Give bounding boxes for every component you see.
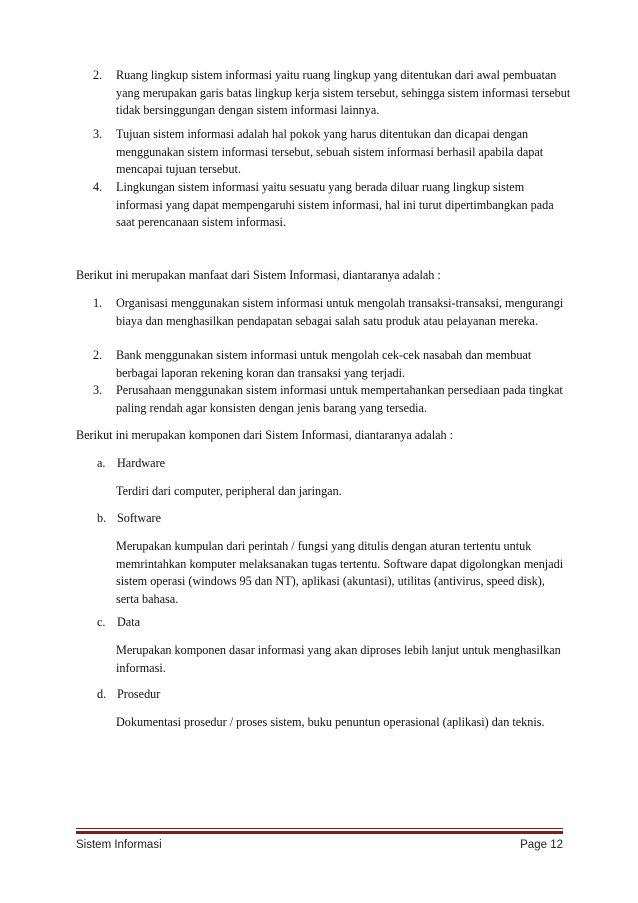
komponen-heading: [97, 455, 165, 473]
footer-page-number: Page 12: [520, 839, 563, 851]
komponen-title: Software: [117, 511, 161, 525]
komponen-intro: Berikut ini merupakan komponen dari Sistem Informasi, diantaranya adalah :: [76, 428, 454, 442]
footer-rule-thick: [76, 831, 563, 834]
komponen-letter: b.: [97, 511, 107, 525]
komponen-heading: [97, 614, 140, 632]
komponen-letter: d.: [97, 687, 107, 701]
list-number: 2.: [93, 348, 103, 362]
list-text: Ruang lingkup sistem informasi yaitu ruang lingkup yang ditentukan dari awal pembuatan yang merupakan garis batas lingkup kerja sistem tersebut, sehingga sistem informasi tersebut tidak bersinggungan dengan sistem informasi lainnya.: [116, 68, 571, 117]
list-text: Organisasi menggunakan sistem informasi untuk mengolah transaksi-transaksi, mengurangi biaya dan menghasilkan pendapatan sebagai salah satu produk atau pelayanan mereka.: [116, 296, 564, 328]
list-text: Bank menggunakan sistem informasi untuk mengolah cek-cek nasabah dan membuat berbagai laporan rekening koran dan transaksi yang terjadi.: [116, 348, 532, 380]
komponen-desc: Merupakan kumpulan dari perintah / fungsi yang ditulis dengan aturan tertentu untuk memrintahkan komputer melaksanakan tugas tertentu. Software dapat digolongkan menjadi sistem operasi (windows 95 dan NT), aplikasi (akuntasi), utilitas (antivirus, speed disk), serta bahasa.: [116, 539, 564, 606]
komponen-heading: [97, 686, 160, 704]
komponen-title: Hardware: [117, 456, 166, 470]
komponen-letter: c.: [97, 615, 106, 629]
list-number: 3.: [93, 127, 103, 141]
komponen-heading: [97, 510, 161, 528]
komponen-title: Prosedur: [117, 687, 161, 701]
komponen-desc: Dokumentasi prosedur / proses sistem, buku penuntun operasional (aplikasi) dan teknis.: [116, 715, 545, 729]
manfaat-intro: Berikut ini merupakan manfaat dari Sistem Informasi, diantaranya adalah :: [76, 268, 441, 282]
list-number: 1.: [93, 296, 103, 310]
list-text: Tujuan sistem informasi adalah hal pokok yang harus ditentukan dan dicapai dengan menggunakan sistem informasi tersebut, sebuah sistem informasi berhasil apabila dapat mencapai tujuan tersebut.: [116, 127, 544, 176]
komponen-desc: Merupakan komponen dasar informasi yang akan diproses lebih lanjut untuk menghasilkan informasi.: [116, 643, 561, 675]
list-number: 4.: [93, 180, 103, 194]
footer-rule-thin: [76, 828, 563, 829]
komponen-desc: Terdiri dari computer, peripheral dan jaringan.: [116, 484, 342, 498]
list-number: 2.: [93, 68, 103, 82]
list-number: 3.: [93, 383, 103, 397]
list-text: Lingkungan sistem informasi yaitu sesuatu yang berada diluar ruang lingkup sistem informasi yang dapat mempengaruhi sistem informasi, hal ini turut dipertimbangkan pada saat perencanaan sistem informasi.: [116, 180, 554, 229]
komponen-letter: a.: [97, 456, 106, 470]
list-text: Perusahaan menggunakan sistem informasi untuk mempertahankan persediaan pada tingkat paling rendah agar konsisten dengan jenis barang yang tersedia.: [116, 383, 563, 415]
komponen-title: Data: [117, 615, 141, 629]
footer-title: Sistem Informasi: [76, 839, 162, 851]
